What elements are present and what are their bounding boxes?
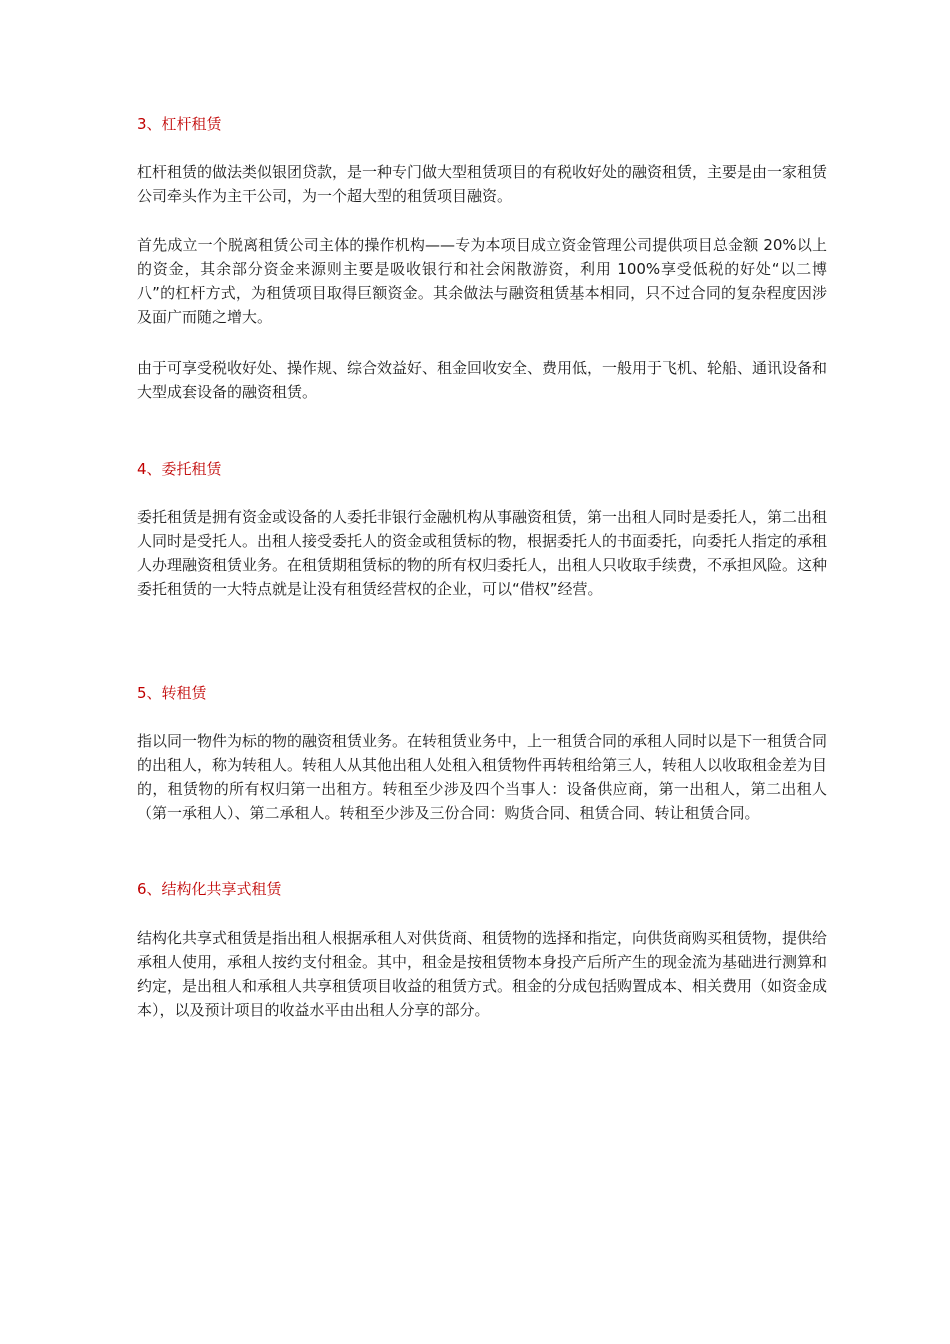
- section-heading-entrusted-leasing: 4、委托租赁: [137, 460, 222, 478]
- paragraph-entrusted-leasing-1: 委托租赁是拥有资金或设备的人委托非银行金融机构从事融资租赁，第一出租人同时是委托人，第二出租人同时是受托人。出租人接受委托人的资金或租赁标的物，根据委托人的书面委托，向委托人指定的承租人办理融资租赁业务。在租赁期租赁标的物的所有权归委托人，出租人只收取手续费，不承担风险。这种委托租赁的一大特点就是让没有租赁经营权的企业，可以“借权”经营。: [137, 508, 828, 598]
- paragraph-leveraged-leasing-1: 杠杆租赁的做法类似银团贷款，是一种专门做大型租赁项目的有税收好处的融资租赁，主要是由一家租赁公司牵头作为主干公司，为一个超大型的租赁项目融资。: [137, 163, 828, 205]
- paragraph-leveraged-leasing-2: 首先成立一个脱离租赁公司主体的操作机构——专为本项目成立资金管理公司提供项目总金额 20%以上的资金，其余部分资金来源则主要是吸收银行和社会闲散游资，利用 100%享受低税的好处“以二博八”的杠杆方式，为租赁项目取得巨额资金。其余做法与融资租赁基本相同，只不过合同的复杂程度因涉及面广而随之增大。: [137, 236, 827, 326]
- paragraph-sublease-1: 指以同一物件为标的物的融资租赁业务。在转租赁业务中，上一租赁合同的承租人同时以是下一租赁合同的出租人，称为转租人。转租人从其他出租人处租入租赁物件再转租给第三人，转租人以收取租金差为目的，租赁物的所有权归第一出租方。转租至少涉及四个当事人：设备供应商，第一出租人，第二出租人（第一承租人）、第二承租人。转租至少涉及三份合同：购货合同、租赁合同、转让租赁合同。: [137, 732, 828, 822]
- section-heading-structured-shared-leasing: 6、结构化共享式租赁: [137, 880, 282, 898]
- section-heading-sublease: 5、转租赁: [137, 684, 207, 702]
- paragraph-structured-shared-leasing-1: 结构化共享式租赁是指出租人根据承租人对供货商、租赁物的选择和指定，向供货商购买租赁物，提供给承租人使用，承租人按约支付租金。其中，租金是按租赁物本身投产后所产生的现金流为基础进行测算和约定，是出租人和承租人共享租赁项目收益的租赁方式。租金的分成包括购置成本、相关费用（如资金成本），以及预计项目的收益水平由出租人分享的部分。: [137, 929, 828, 1019]
- section-heading-leveraged-leasing: 3、杠杆租赁: [137, 115, 222, 133]
- paragraph-leveraged-leasing-3: 由于可享受税收好处、操作规、综合效益好、租金回收安全、费用低，一般用于飞机、轮船、通讯设备和大型成套设备的融资租赁。: [137, 359, 828, 401]
